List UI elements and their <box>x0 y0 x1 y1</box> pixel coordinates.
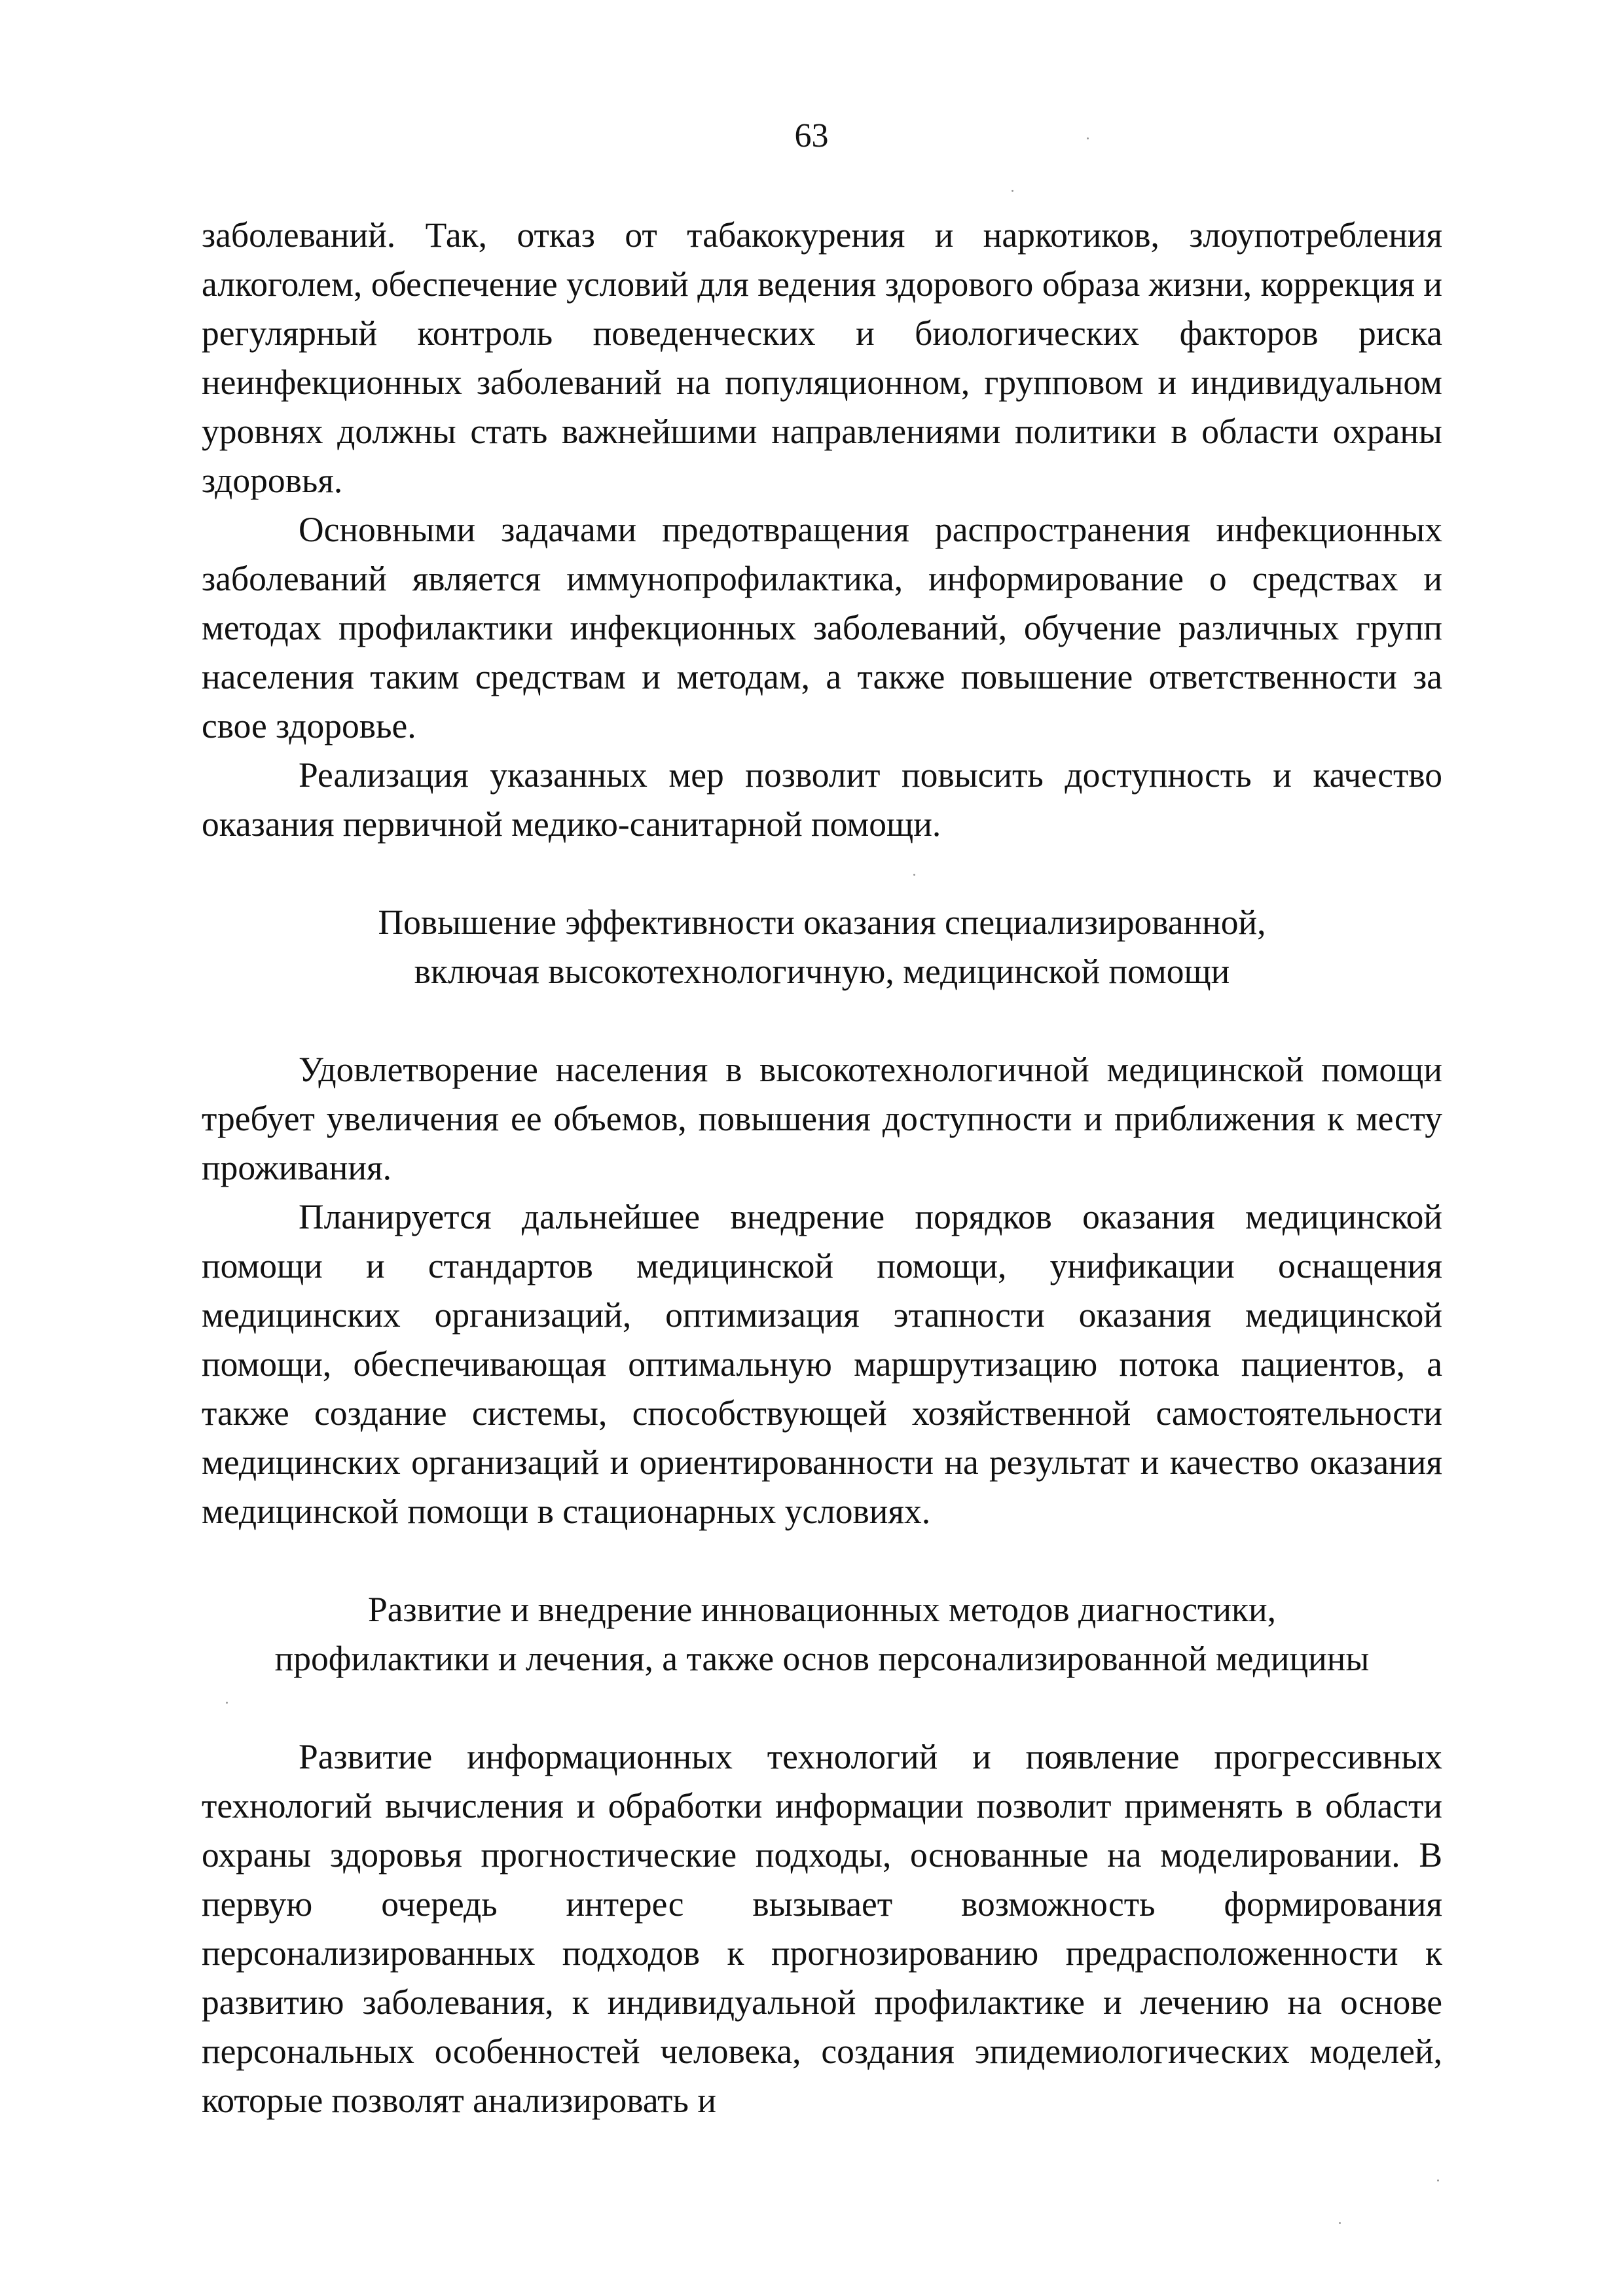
heading-line: Повышение эффективности оказания специализированной, <box>378 903 1266 942</box>
page-number: 63 <box>794 117 829 154</box>
heading-line: Развитие и внедрение инновационных методов диагностики, <box>367 1590 1277 1629</box>
scan-speck <box>1087 137 1089 139</box>
document-body <box>202 211 1442 2125</box>
paragraph-4: Удовлетворение населения в высокотехнологичной медицинской помощи требует увеличения ее объемов, повышения доступности и приближения к месту проживания. <box>202 1050 1442 1187</box>
scan-speck <box>1012 190 1013 192</box>
paragraph-1: заболеваний. Так, отказ от табакокурения и наркотиков, злоупотребления алкоголем, обеспечение условий для ведения здорового образа жизни, коррекция и регулярный контроль поведенческих и биологических факторов риска неинфекционных заболеваний на популяционном, групповом и индивидуальном уровнях должны стать важнейшими направлениями политики в области охраны здоровья. <box>202 215 1442 500</box>
heading-line: включая высокотехнологичную, медицинской помощи <box>414 952 1230 991</box>
scan-speck <box>913 874 915 876</box>
heading-line: профилактики и лечения, а также основ персонализированной медицины <box>274 1639 1370 1678</box>
scan-speck <box>1437 2179 1439 2181</box>
paragraph-5: Планируется дальнейшее внедрение порядков оказания медицинской помощи и стандартов медицинской помощи, унификации оснащения медицинских организаций, оптимизация этапности оказания медицинской помощи, обеспечивающая оптимальную маршрутизацию потока пациентов, а также создание системы, способствующей хозяйственной самостоятельности медицинских организаций и ориентированности на результат и качество оказания медицинской помощи в стационарных условиях. <box>202 1197 1442 1531</box>
paragraph-6: Развитие информационных технологий и появление прогрессивных технологий вычисления и обработки информации позволит применять в области охраны здоровья прогностические подходы, основанные на моделировании. В первую очередь интерес вызывает возможность формирования персонализированных подходов к прогнозированию предрасположенности к развитию заболевания, к индивидуальной профилактике и лечению на основе персональных особенностей человека, создания эпидемиологических моделей, которые позволят анализировать и <box>202 1737 1442 2120</box>
paragraph-2: Основными задачами предотвращения распространения инфекционных заболеваний является иммунопрофилактика, информирование о средствах и методах профилактики инфекционных заболеваний, обучение различных групп населения таким средствам и методам, а также повышение ответственности за свое здоровье. <box>202 510 1442 745</box>
paragraph-3: Реализация указанных мер позволит повысить доступность и качество оказания первичной медико-санитарной помощи. <box>202 755 1442 844</box>
scan-speck <box>226 1702 228 1704</box>
scan-speck <box>1339 2222 1341 2224</box>
section-heading-specialized-care <box>202 898 1442 996</box>
section-heading-innovative-methods <box>202 1585 1442 1683</box>
